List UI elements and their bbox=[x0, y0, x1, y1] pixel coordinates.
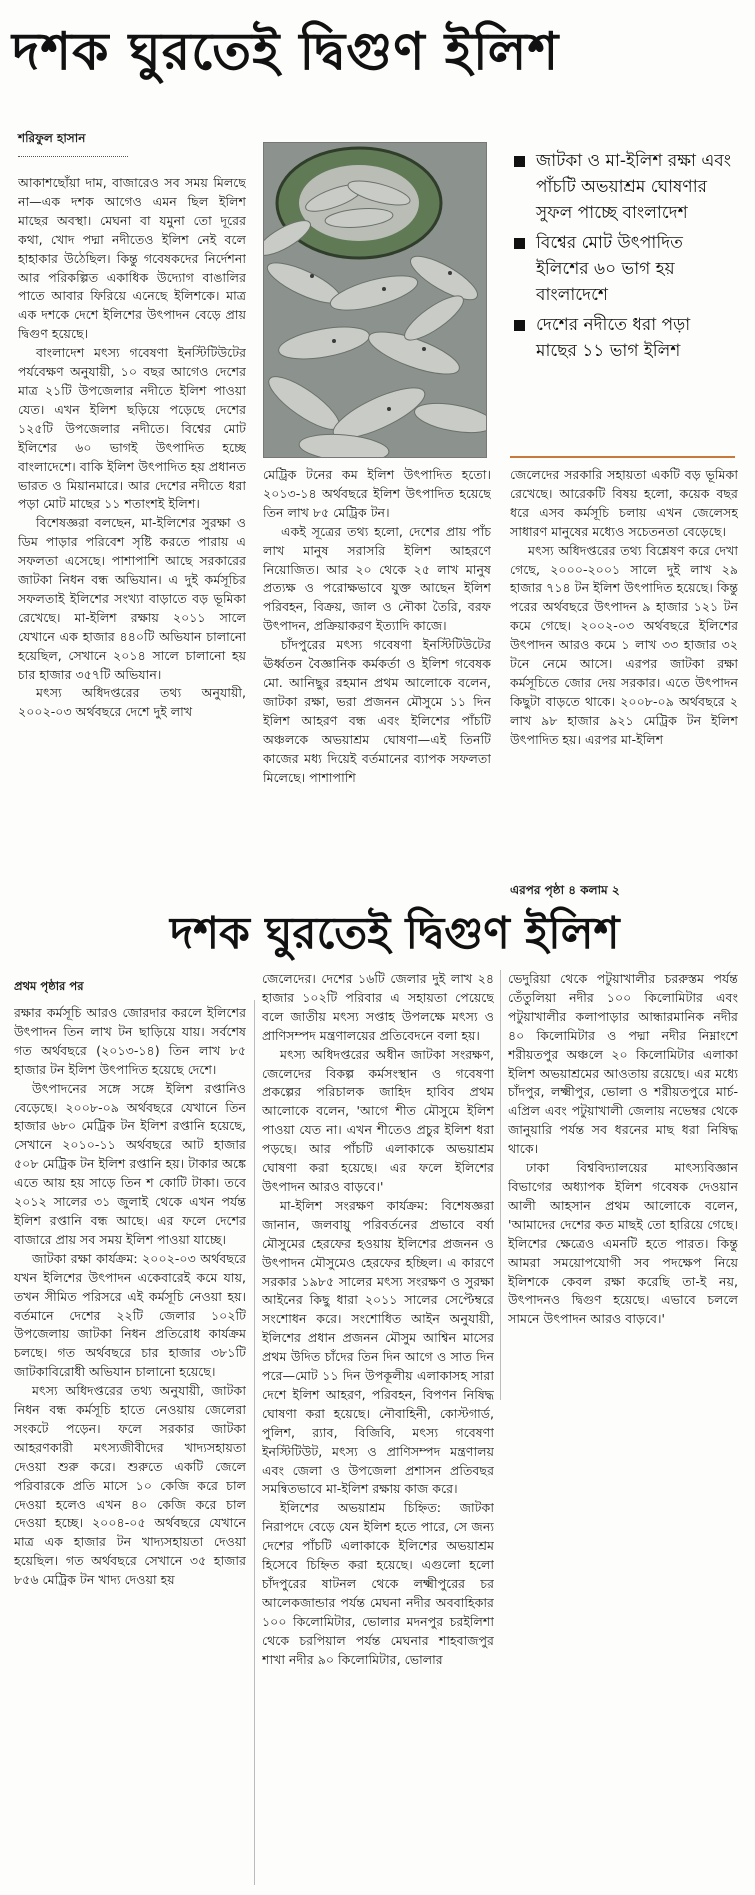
paragraph: ইলিশের অভয়াশ্রম চিহ্নিত: জাটকা নিরাপদে বেড়ে যেন ইলিশ হতে পারে, সে জন্য দেশের পাঁচটি এলাকাকে ইলিশের অভয়াশ্রম হিসেবে চিহ্নিত করা হয়েছে। এগুলো হলো চাঁদপুরের ষাটনল থেকে লক্ষ্মীপুরের চর আলেকজান্ডার পর্যন্ত মেঘনা নদীর অববাহিকার ১০০ কিলোমিটার, ভোলার মদনপুর চরইলিশা থেকে চরপিয়াল পর্যন্ত মেঘনার শাহবাজপুর শাখা নদীর ৯০ কিলোমিটার, ভোলার bbox=[262, 1500, 494, 1667]
paragraph: মৎস্য অধিদপ্তরের তথ্য অনুযায়ী, ২০০২-০৩ অর্থবছরে দেশে দুই লাখ bbox=[18, 685, 246, 720]
paragraph: মা-ইলিশ সংরক্ষণ কার্যক্রম: বিশেষজ্ঞরা জানান, জলবায়ু পরিবর্তনের প্রভাবে বর্ষা মৌসুমের হেরফের হওয়ায় ইলিশের প্রজনন ও উৎপাদন মৌসুমেও হেরফের হচ্ছিল। এ কারণে সরকার ১৯৮৫ সালের মৎস্য সংরক্ষণ ও সুরক্ষা আইনের কিছু ধারা ২০১১ সালের সেপ্টেম্বরে সংশোধন করে। সংশোধিত আইন অনুযায়ী, ইলিশের প্রধান প্রজনন মৌসুম আশ্বিন মাসের প্রথম উদিত চাঁদের তিন দিন আগে ও সাত দিন পরে—মোট ১১ দিন উপকূলীয় এলাকাসহ সারা দেশে ইলিশ আহরণ, পরিবহন, বিপণন নিষিদ্ধ ঘোষণা করা হয়েছে। নৌবাহিনী, কোস্টগার্ড, পুলিশ, র‍্যাব, বিজিবি, মৎস্য গবেষণা ইনস্টিটিউট, মৎস্য ও প্রাণিসম্পদ মন্ত্রণালয় এবং জেলা ও উপজেলা প্রশাসন প্রতিবছর সমন্বিতভাবে মা-ইলিশ রক্ষায় কাজ করে। bbox=[262, 1197, 494, 1497]
fish-pile-image bbox=[264, 143, 487, 458]
main-headline: দশক ঘুরতেই দ্বিগুণ ইলিশ bbox=[12, 21, 560, 82]
paragraph: চাঁদপুরের মৎস্য গবেষণা ইনস্টিটিউটের ঊর্ধ্বতন বৈজ্ঞানিক কর্মকর্তা ও ইলিশ গবেষক মো. আনিছুর রহমান প্রথম আলোকে বলেন, জাটকা রক্ষা, ভরা প্রজনন মৌসুমে ১১ দিন ইলিশ আহরণ বন্ধ এবং ইলিশের পাঁচটি অঞ্চলকে অভয়াশ্রম ঘোষণা—এই তিনটি কাজের মধ্য দিয়েই বর্তমানের ব্যাপক সফলতা মিলেছে। পাশাপাশি bbox=[263, 637, 491, 785]
paragraph: জেলেদের। দেশের ১৬টি জেলার দুই লাখ ২৪ হাজার ১০২টি পরিবার এ সহায়তা পেয়েছে বলে জাতীয় মৎস্য সপ্তাহ উপলক্ষে মৎস্য ও প্রাণিসম্পদ মন্ত্রণালয়ের প্রতিবেদনে বলা হয়। bbox=[262, 971, 494, 1043]
paragraph: আকাশছোঁয়া দাম, বাজারেও সব সময় মিলছে না—এক দশক আগেও এমন ছিল ইলিশ মাছের অবস্থা। মেঘনা বা যমুনা তো দূরের কথা, খোদ পদ্মা নদীতেও ইলিশ নেই বলে হাহাকার উঠেছিল। কিন্তু গবেষকদের নির্দেশনা আর পরিকল্পিত একাধিক উদ্যোগ বাঙালির পাতে আবার ফিরিয়ে এনেছে ইলিশকে। মাত্র এক দশকে দেশে ইলিশের উৎপাদন বেড়ে প্রায় দ্বিগুণ হয়েছে। bbox=[18, 175, 246, 342]
continued-from-label: প্রথম পৃষ্ঠার পর bbox=[14, 979, 84, 993]
highlight-item: বিশ্বের মোট উৎপাদিত ইলিশের ৬০ ভাগ হয় বাংলাদেশে bbox=[510, 230, 735, 308]
paragraph: মৎস্য অধিদপ্তরের তথ্য বিশ্লেষণ করে দেখা গেছে, ২০০০-২০০১ সালে দুই লাখ ২৯ হাজার ৭১৪ টন ইলিশ উৎপাদিত হয়েছে। কিন্তু পরের অর্থবছরে উৎপাদন ৯ হাজার ১২১ টন কমে গেছে। ২০০২-০৩ অর্থবছরে ইলিশের উৎপাদন আরও কমে ১ লাখ ৩৩ হাজার ৩২ টনে নেমে আসে। এরপর জাটকা রক্ষা কর্মসূচিতে জোর দেয় সরকার। এতে উৎপাদন কিছুটা বাড়তে থাকে। ২০০৮-০৯ অর্থবছরে ২ লাখ ৯৮ হাজার ৯২১ মেট্রিক টন ইলিশ উৎপাদিত হয়। এরপর মা-ইলিশ bbox=[510, 542, 738, 747]
paragraph: বিশেষজ্ঞরা বলছেন, মা-ইলিশের সুরক্ষা ও ডিম পাড়ার পরিবেশ সৃষ্টি করতে পারায় এ সফলতা এসেছে। পাশাপাশি আছে সরকারের জাটকা নিধন বন্ধ অভিযান। এ দুই কর্মসূচির সফলতাই ইলিশের সংখ্যা বাড়াতে বড় ভূমিকা রেখেছে। মা-ইলিশ রক্ষায় ২০১১ সালে যেখানে এক হাজার ৪৪০টি অভিযান চালানো হয়েছিল, সেখানে ২০১৪ সালে চালানো হয় চার হাজার ৩৫৭টি অভিযান। bbox=[18, 515, 246, 682]
paragraph: রক্ষার কর্মসূচি আরও জোরদার করলে ইলিশের উৎপাদন তিন লাখ টন ছাড়িয়ে যায়। সর্বশেষ গত অর্থবছরে (২০১৩-১৪) তিন লাখ ৮৫ হাজার টন ইলিশ উৎপাদিত হয়েছে দেশে। bbox=[14, 1005, 246, 1077]
paragraph: উৎপাদনের সঙ্গে সঙ্গে ইলিশ রপ্তানিও বেড়েছে। ২০০৮-০৯ অর্থবছরে যেখানে তিন হাজার ৬৮০ মেট্রিক টন ইলিশ রপ্তানি হয়েছে, সেখানে ২০১০-১১ অর্থবছরে আট হাজার ৫০৮ মেট্রিক টন ইলিশ রপ্তানি হয়। টাকার অঙ্কে এতে আয় হয় সাড়ে তিন শ কোটি টাকা। তবে ২০১২ সালের ৩১ জুলাই থেকে এখন পর্যন্ত ইলিশ রপ্তানি বন্ধ আছে। এর ফলে দেশের বাজারে প্রায় সব সময় ইলিশ পাওয়া যাচ্ছে। bbox=[14, 1080, 246, 1247]
highlight-item: দেশের নদীতে ধরা পড়া মাছের ১১ ভাগ ইলিশ bbox=[510, 312, 735, 364]
highlight-item: জাটকা ও মা-ইলিশ রক্ষা এবং পাঁচটি অভয়াশ্রম ঘোষণার সুফল পাচ্ছে বাংলাদেশ bbox=[510, 148, 735, 226]
column-1 bbox=[18, 174, 246, 894]
paragraph: মৎস্য অধিদপ্তরের তথ্য অনুযায়ী, জাটকা নিধন বন্ধ কর্মসূচি হাতে নেওয়ায় জেলেরা সংকটে পড়েন। ফলে সরকার জাটকা আহরণকারী মৎস্যজীবীদের খাদ্যসহায়তা দেওয়া শুরু করে। শুরুতে একটি জেলে পরিবারকে প্রতি মাসে ১০ কেজি করে চাল দেওয়া হলেও এখন ৪০ কেজি করে চাল দেওয়া হচ্ছে। ২০০৪-০৫ অর্থবছরে যেখানে মাত্র এক হাজার টন খাদ্যসহায়তা দেওয়া হয়েছিল। গত অর্থবছরে সেখানে ৩৫ হাজার ৮৫৬ মেট্রিক টন খাদ্য দেওয়া হয় bbox=[14, 1383, 246, 1588]
column-6 bbox=[508, 970, 738, 1390]
paragraph: জেলেদের সরকারি সহায়তা একটি বড় ভূমিকা রেখেছে। আরেকটি বিষয় হলো, কয়েক বছর ধরে এসব কর্মসূচি চলায় এখন জেলেসহ সাধারণ মানুষের মধ্যেও সচেতনতা বেড়েছে। bbox=[510, 467, 738, 539]
paragraph: একই সূত্রের তথ্য হলো, দেশের প্রায় পাঁচ লাখ মানুষ সরাসরি ইলিশ আহরণে নিয়োজিত। আর ২০ থেকে ২৫ লাখ মানুষ প্রত্যক্ষ ও পরোক্ষভাবে যুক্ত আছেন ইলিশ পরিবহন, বিক্রয়, জাল ও নৌকা তৈরি, বরফ উৎপাদন, প্রক্রিয়াকরণ ইত্যাদি কাজে। bbox=[263, 523, 491, 634]
paragraph: ভেদুরিয়া থেকে পটুয়াখালীর চররুস্তম পর্যন্ত তেঁতুলিয়া নদীর ১০০ কিলোমিটার এবং পটুয়াখালীর কলাপাড়ার আন্ধারমানিক নদীর ৪০ কিলোমিটার ও পদ্মা নদীর নিম্নাংশে শরীয়তপুর অঞ্চলে ২০ কিলোমিটার এলাকা ইলিশ অভয়াশ্রমের আওতায় রয়েছে। এর মধ্যে চাঁদপুর, লক্ষ্মীপুর, ভোলা ও শরীয়তপুরে মার্চ-এপ্রিল এবং পটুয়াখালী জেলায় নভেম্বর থেকে জানুয়ারি পর্যন্ত সব ধরনের মাছ ধরা নিষিদ্ধ থাকে। bbox=[508, 971, 738, 1157]
column-3 bbox=[510, 466, 738, 874]
jump-headline: দশক ঘুরতেই দ্বিগুণ ইলিশ bbox=[170, 908, 620, 959]
paragraph: মেট্রিক টনের কম ইলিশ উৎপাদিত হতো। ২০১৩-১৪ অর্থবছরে ইলিশ উৎপাদিত হয়েছে তিন লাখ ৮৫ মেট্রিক টন। bbox=[263, 467, 491, 520]
highlights-box bbox=[510, 148, 735, 368]
paragraph: মৎস্য অধিদপ্তরের অধীন জাটকা সংরক্ষণ, জেলেদের বিকল্প কর্মসংস্থান ও গবেষণা প্রকল্পের পরিচালক জাহিদ হাবিব প্রথম আলোকে বলেন, 'আগে শীত মৌসুমে ইলিশ পাওয়া যেত না। এখন শীতেও প্রচুর ইলিশ ধরা পড়ছে। আর পাঁচটি এলাকাকে অভয়াশ্রম ঘোষণা করা হয়েছে। এর ফলে ইলিশের উৎপাদন আরও বাড়বে।' bbox=[262, 1046, 494, 1194]
continued-on-line: এরপর পৃষ্ঠা ৪ কলাম ২ bbox=[510, 883, 620, 897]
column-divider bbox=[500, 970, 501, 1400]
column-2 bbox=[263, 466, 491, 894]
paragraph: বাংলাদেশ মৎস্য গবেষণা ইনস্টিটিউটের পর্যবেক্ষণ অনুযায়ী, ১০ বছর আগেও দেশের মাত্র ২১টি উপজেলার নদীতে ইলিশ পাওয়া যেত। এখন ইলিশ ছড়িয়ে পড়েছে দেশের ১২৫টি উপজেলার নদীতে। বিশ্বের মোট ইলিশের ৬০ ভাগই উৎপাদিত হচ্ছে বাংলাদেশে। বাকি ইলিশ উৎপাদিত হয় প্রধানত ভারত ও মিয়ানমারে। আর দেশের নদীতে ধরা পড়া মোট মাছের ১১ শতাংশই ইলিশ। bbox=[18, 345, 246, 512]
paragraph: ঢাকা বিশ্ববিদ্যালয়ের মাৎস্যবিজ্ঞান বিভাগের অধ্যাপক ইলিশ গবেষক দেওয়ান আলী আহসান প্রথম আলোকে বলেন, 'আমাদের দেশের কত মাছই তো হারিয়ে গেছে। ইলিশের ক্ষেত্রেও এমনটি হতে পারত। কিন্তু আমরা সময়োপযোগী সব পদক্ষেপ নিয়ে ইলিশকে কেবল রক্ষা করেছি তা-ই নয়, উৎপাদনও দ্বিগুণ হয়েছে। এভাবে চললে সামনে উৎপাদন আরও বাড়বে।' bbox=[508, 1160, 738, 1327]
paragraph: জাটকা রক্ষা কার্যক্রম: ২০০২-০৩ অর্থবছরে যখন ইলিশের উৎপাদন একেবারেই কমে যায়, তখন সীমিত পরিসরে এই কর্মসূচি নেওয়া হয়। বর্তমানে দেশের ২২টি জেলার ১০২টি উপজেলায় জাটকা নিধন প্রতিরোধ কার্যক্রম চলছে। গত অর্থবছরে চার হাজার ৩৮১টি জাটকাবিরোধী অভিযান চালানো হয়েছে। bbox=[14, 1250, 246, 1380]
column-4 bbox=[14, 1004, 246, 1884]
column-divider bbox=[254, 1000, 255, 1885]
highlight-rule bbox=[510, 456, 735, 458]
byline: শরিফুল হাসান bbox=[18, 131, 86, 145]
hilsa-fish-photo bbox=[263, 142, 487, 458]
column-5 bbox=[262, 970, 494, 1884]
byline-rule bbox=[18, 156, 128, 157]
